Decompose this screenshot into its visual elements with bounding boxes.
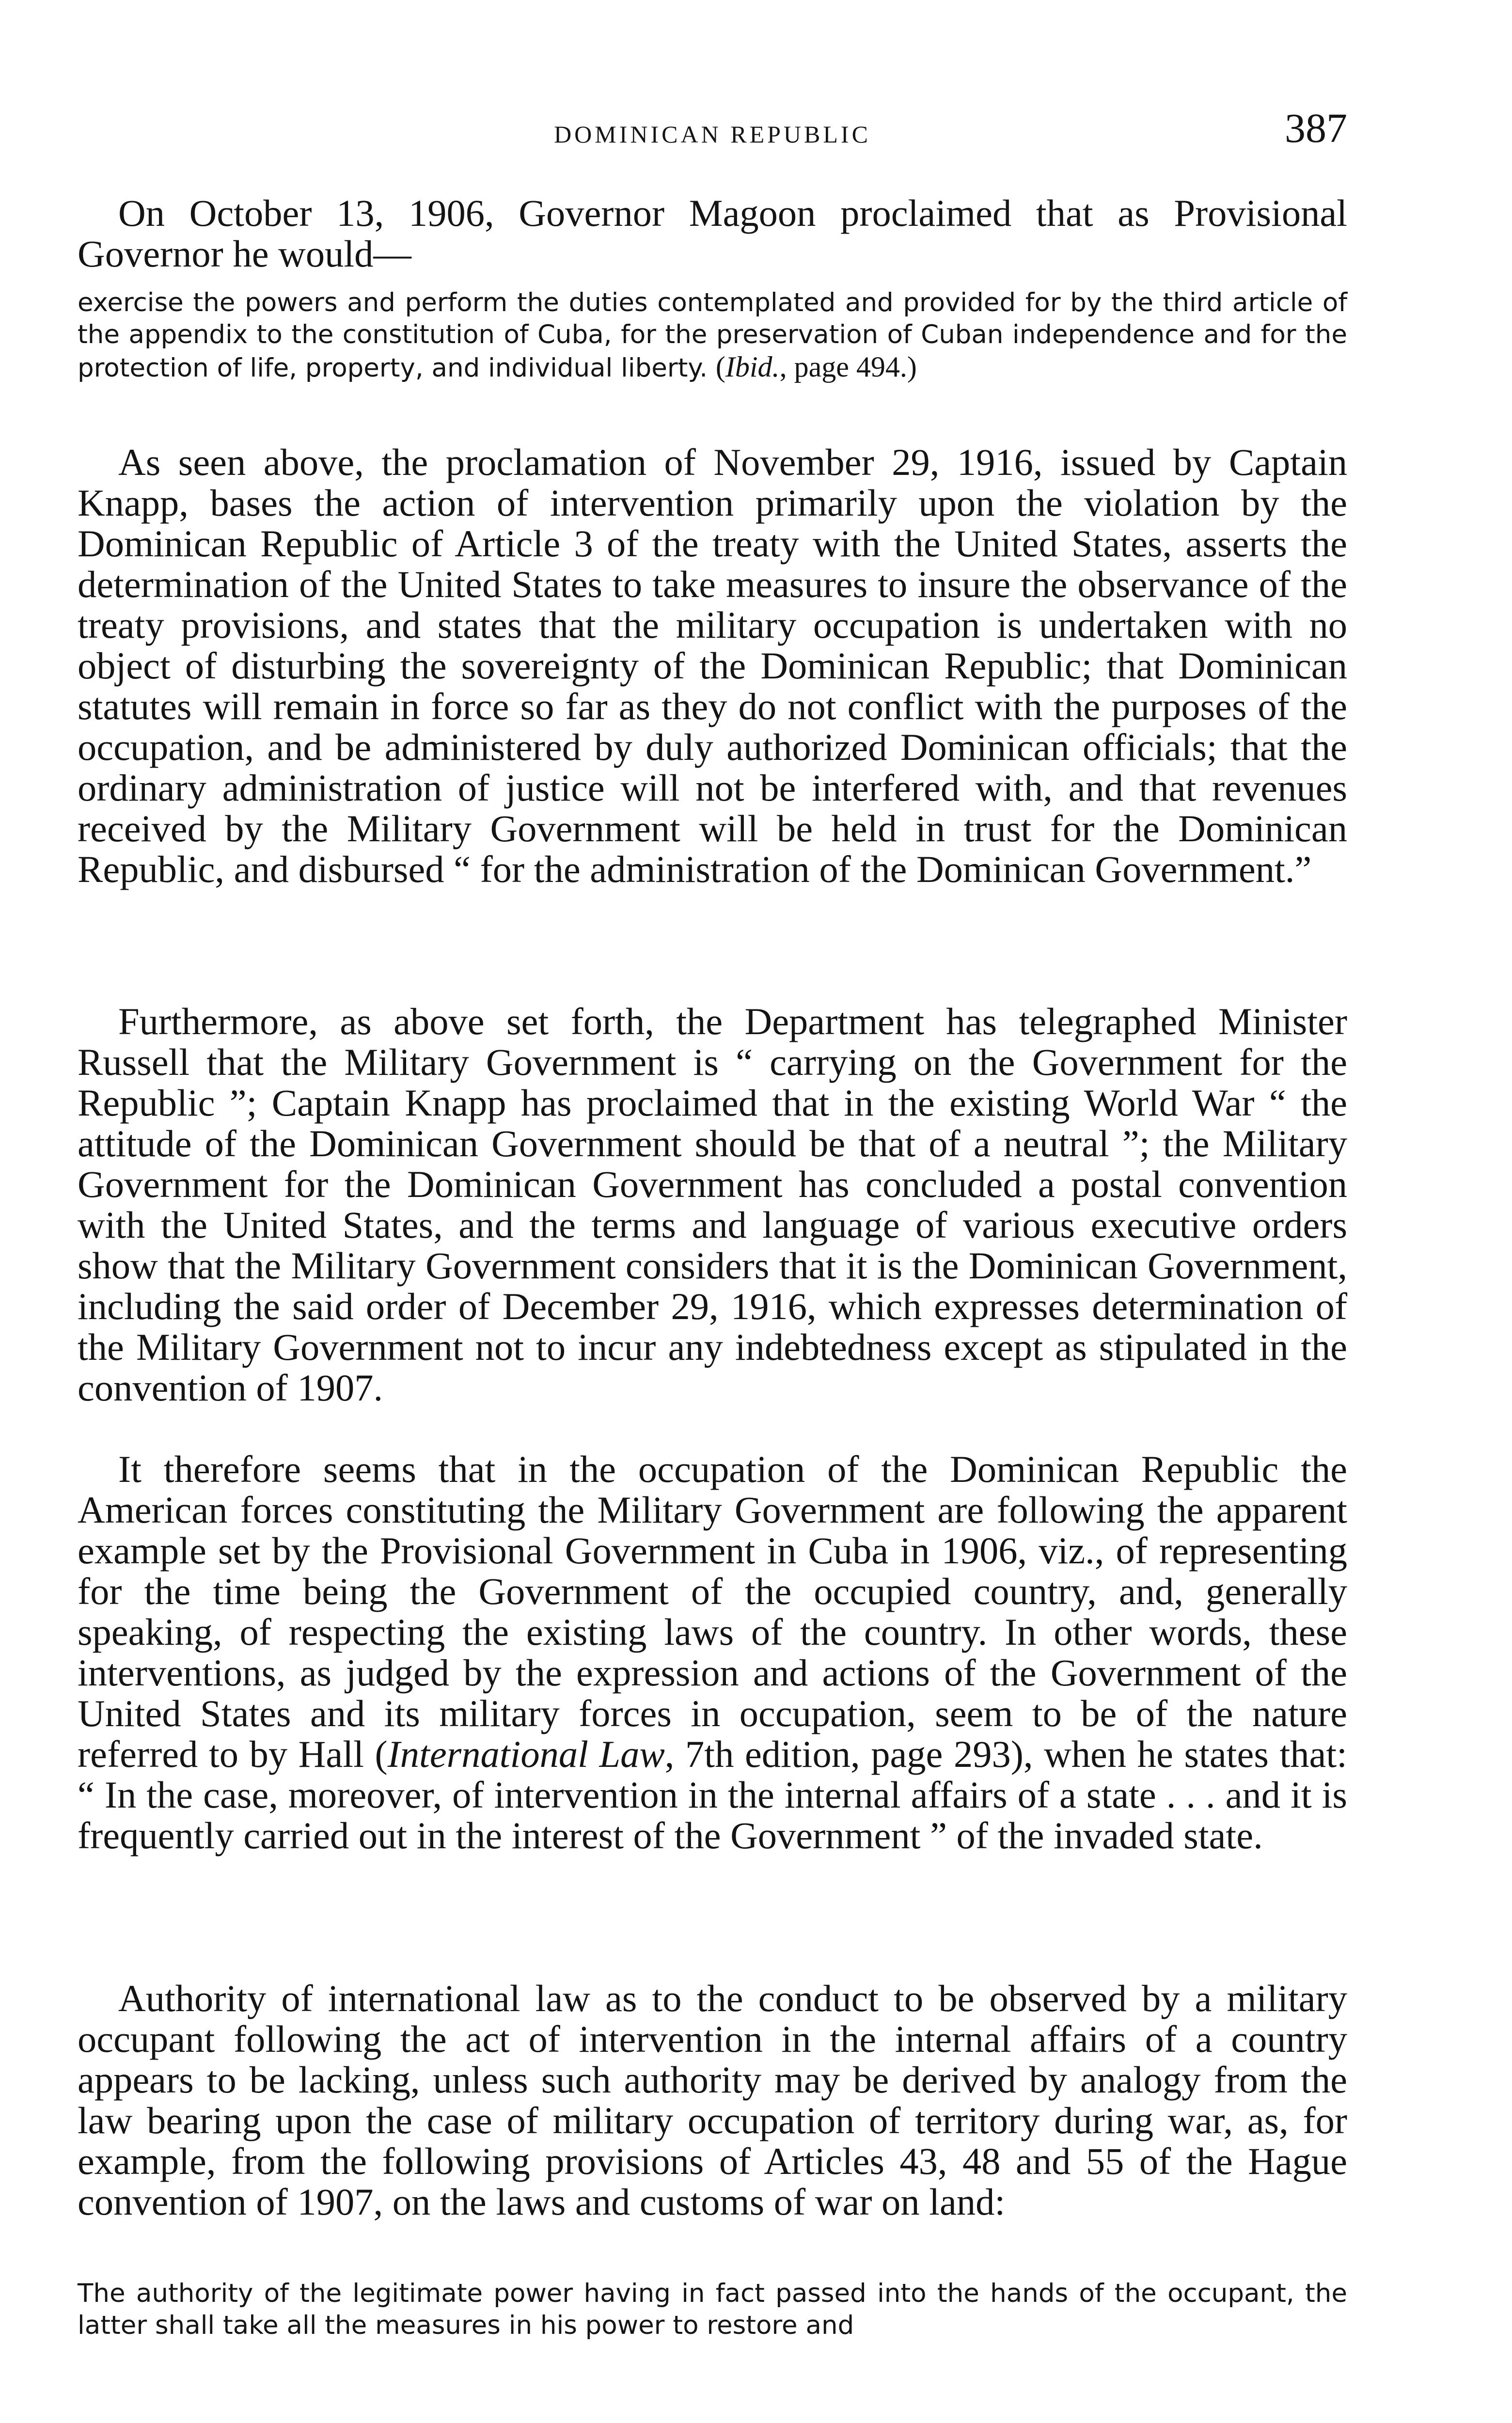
block-quote-magoon <box>78 287 1347 384</box>
paragraph-magoon-proclamation: On October 13, 1906, Governor Magoon proclaimed that as Provisional Governor he would— <box>78 192 1347 275</box>
quote-citation: (Ibid., page 494.) <box>715 351 917 383</box>
ibid-reference: Ibid. <box>725 351 780 383</box>
paragraph-international-law-authority: Authority of international law as to the conduct to be observed by a military occupant following the act of intervention in the internal affairs of a country appears to be lacking, unless such authority may be derived by analogy from the law bearing upon the case of military occupation of territory during war, as, for example, from the following provisions of Articles 43, 48 and 55 of the Hague convention of 1907, on the laws and customs of war on land: <box>78 1977 1347 2223</box>
quote-text: exercise the powers and perform the duties contemplated and provided for by the third article of the appendix to the constitution of Cuba, for the preservation of Cuban independence and for the protection of life, property, and individual liberty. <box>78 288 1347 383</box>
document-page <box>78 0 1347 2423</box>
block-quote-hague-convention: The authority of the legitimate power having in fact passed into the hands of the occupant, the latter shall take all the measures in his power to restore and <box>78 2279 1347 2340</box>
paragraph-knapp-proclamation: As seen above, the proclamation of November 29, 1916, issued by Captain Knapp, bases the action of intervention primarily upon the violation by the Dominican Republic of Article 3 of the treaty with the United States, asserts the determination of the United States to take measures to insure the observance of the treaty provisions, and states that the military occupation is undertaken with no object of disturbing the sovereignty of the Dominican Republic; that Dominican statutes will remain in force so far as they do not conflict with the purposes of the occupation, and be administered by duly authorized Dominican officials; that the ordinary administration of justice will not be interfered with, and that revenues received by the Military Government will be held in trust for the Dominican Republic, and disbursed “ for the administration of the Dominican Government.” <box>78 441 1347 890</box>
page-number: 387 <box>1285 105 1347 151</box>
running-title: DOMINICAN REPUBLIC <box>554 121 871 148</box>
paragraph-occupation-example: It therefore seems that in the occupation of the Dominican Republic the American forces constituting the Military Government are following the apparent example set by the Provisional Government in Cuba in 1906, viz., of representing for the time being the Government of the occupied country, and, generally speaking, of respecting the existing laws of the country. In other words, these interventions, as judged by the expression and actions of the Government of the United States and its military forces in occupation, seem to be of the nature referred to by Hall (International Law, 7th edition, page 293), when he states that: “ In the case, moreover, of intervention in the internal affairs of a state . . . and it is frequently carried out in the interest of the Government ” of the invaded state. <box>78 1448 1347 1857</box>
book-title: International Law <box>387 1733 665 1775</box>
running-header <box>78 97 1347 155</box>
paragraph-department-telegraph: Furthermore, as above set forth, the Department has telegraphed Minister Russell that the Military Government is “ carrying on the Government for the Republic ”; Captain Knapp has proclaimed that in the existing World War “ the attitude of the Dominican Government should be that of a neutral ”; the Military Government for the Dominican Government has concluded a postal convention with the United States, and the terms and language of various executive orders show that the Military Government considers that it is the Dominican Government, including the said order of December 29, 1916, which expresses determination of the Military Government not to incur any indebtedness except as stipulated in the convention of 1907. <box>78 1000 1347 1409</box>
